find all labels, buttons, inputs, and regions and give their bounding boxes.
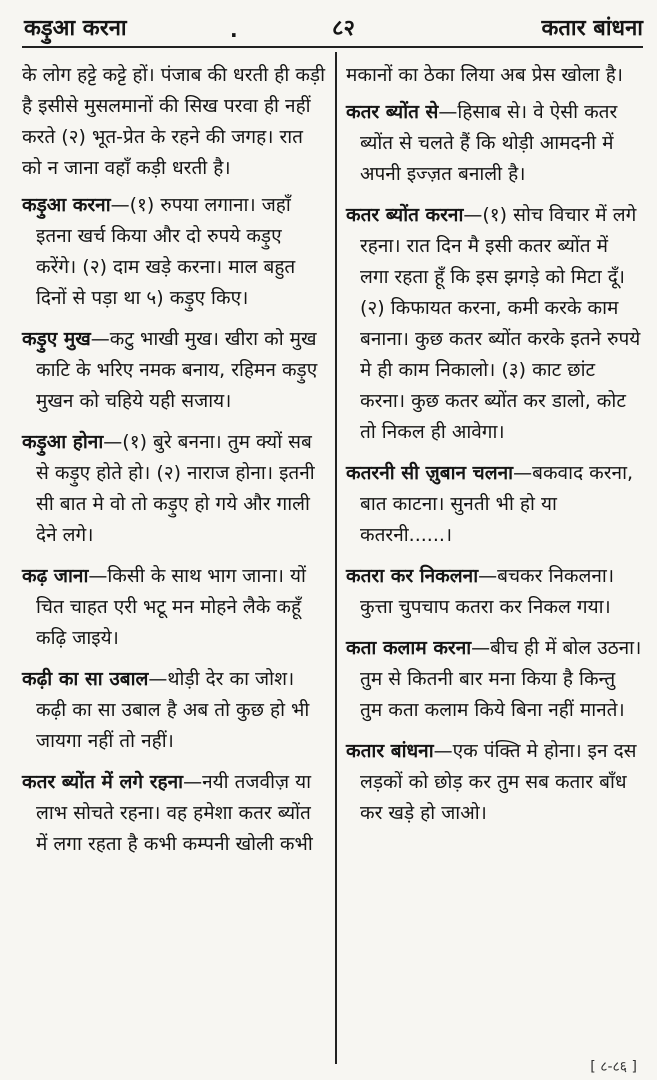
dictionary-entry: कतार बांधना—एक पंक्ति मे होना। इन दस लड़कों को छोड़ कर तुम सब कतार बाँध कर खड़े हो जाओ। — [346, 740, 637, 824]
dictionary-entry: कड़ुआ होना—(१) बुरे बनना। तुम क्यों सब से कड़ुए होते हो। (२) नाराज होना। इतनी सी बात मे वो तो कड़ुए हो गये और गाली देने लगे। — [22, 431, 315, 546]
entry-continuation: के लोग हट्टे कट्टे हों। पंजाब की धरती ही कड़ी है इसीसे मुसलमानों की सिख परवा ही नहीं करते (२) भूत-प्रेत के रहने की जगह। रात को न जाना वहाँ कड़ी धरती है। — [22, 64, 325, 179]
right-running-head: कतार बांधना — [541, 16, 643, 41]
dictionary-entry: कतरा कर निकलना—बचकर निकलना। कुत्ता चुपचाप कतरा कर निकल गया। — [346, 565, 615, 618]
right-column — [346, 60, 642, 839]
dictionary-entry: कतर ब्योंत करना—(१) सोच विचार में लगे रहना। रात दिन मै इसी कतर ब्योंत में लगा रहता हूँ कि इस झगड़े को मिटा दूँ। (२) किफायत करना, कमी करके काम बनाना। कुछ कतर ब्योंत करके इतने रुपये मे ही काम निकालो। (३) काट छांट करना। कुछ कतर ब्योंत कर डालो, कोट तो निकल ही आवेगा। — [346, 204, 641, 443]
page-number: ८२ — [332, 16, 355, 41]
page-header — [22, 8, 643, 48]
left-column — [22, 60, 325, 870]
dictionary-entry: कढ़ी का सा उबाल—थोड़ी देर का जोश। कढ़ी का सा उबाल है अब तो कुछ हो भी जायगा नहीं तो नहीं। — [22, 668, 310, 752]
left-running-head: कड़ुआ करना — [24, 16, 127, 41]
dictionary-entry: कतरनी सी ज़ुबान चलना—बकवाद करना, बात काटना। सुनती भी हो या कतरनी......। — [346, 462, 634, 546]
dictionary-entry: कढ़ जाना—किसी के साथ भाग जाना। यों चित चाहत एरी भटू मन मोहने लैके कहूँ कढ़ि जाइये। — [22, 565, 306, 649]
header-dot: . — [230, 18, 238, 42]
dictionary-entry: कतर ब्योंत से—हिसाब से। वे ऐसी कतर ब्योंत से चलते हैं कि थोड़ी आमदनी में अपनी इज्ज़त बनाली है। — [346, 101, 618, 185]
dictionary-entry: कतर ब्योंत में लगे रहना—नयी तजवीज़ या लाभ सोचते रहना। वह हमेशा कतर ब्योंत में लगा रहता है कभी कम्पनी खोली कभी — [22, 771, 313, 855]
entry-continuation: मकानों का ठेका लिया अब प्रेस खोला है। — [346, 64, 624, 86]
footer-reference: [ ८-८६ ] — [590, 1059, 637, 1075]
dictionary-entry: कड़ुआ करना—(१) रुपया लगाना। जहाँ इतना खर्च किया और दो रुपये कड़ुए करेंगे। (२) दाम खड़े करना। माल बहुत दिनों से पड़ा था ५) कड़ुए किए। — [22, 194, 296, 309]
dictionary-entry: कड़ुए मुख—कटु भाखी मुख। खीरा को मुख काटि के भरिए नमक बनाय, रहिमन कड़ुए मुखन को चहिये यही सजाय। — [22, 328, 318, 412]
column-divider — [335, 52, 337, 1064]
dictionary-entry: कता कलाम करना—बीच ही में बोल उठना। तुम से कितनी बार मना किया है किन्तु तुम कता कलाम किये बिना नहीं मानते। — [346, 637, 642, 721]
